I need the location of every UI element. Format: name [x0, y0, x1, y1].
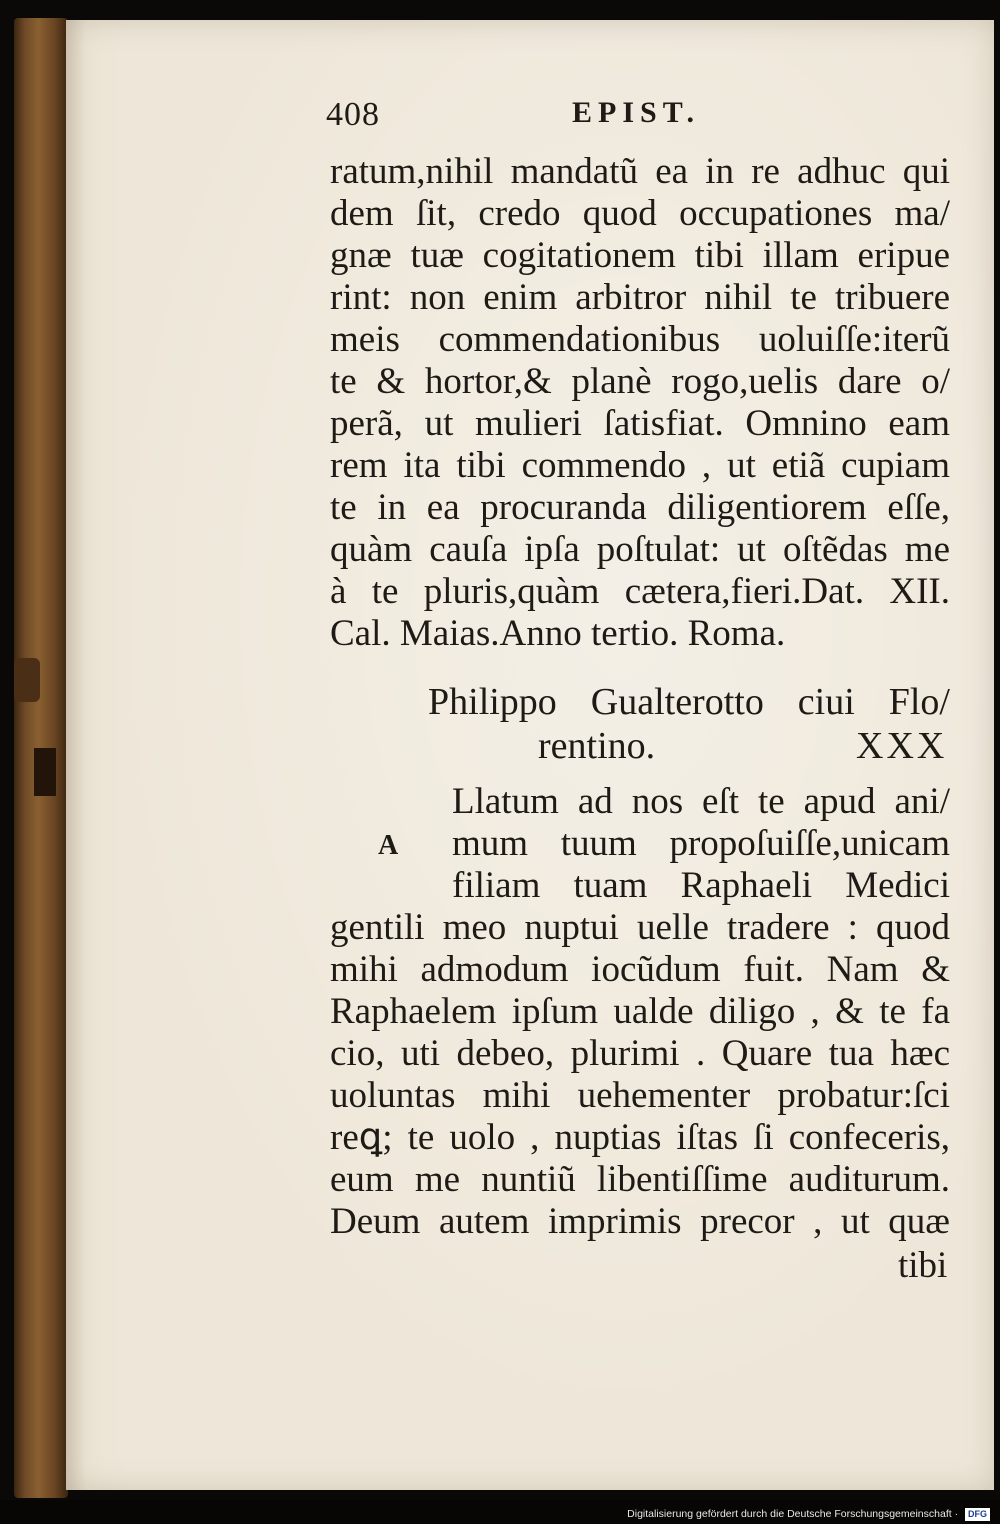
text-line: quàm cauſa ipſa poſtulat: ut oſtẽdas me: [330, 529, 950, 570]
funding-footer-text: Digitalisierung gefördert durch die Deutsche Forschungsgemeinschaft ·: [627, 1508, 959, 1520]
text-line: Cal. Maias.Anno tertio. Roma.: [330, 613, 786, 654]
letter-heading-line-2: rentino.: [538, 725, 656, 767]
text-line: gnæ tuæ cogitationem tibi illam eripue: [330, 235, 950, 276]
spine-band: [34, 748, 56, 796]
text-line: ratum,nihil mandatũ ea in re adhuc qui: [330, 151, 950, 192]
page-number: 408: [326, 96, 380, 133]
text-line: Deum autem imprimis precor , ut quæ: [330, 1201, 950, 1242]
text-line-indented: filiam tuam Raphaeli Medici: [452, 865, 950, 906]
text-line: eum me nuntiũ libentiſſime auditurum.: [330, 1159, 950, 1200]
running-title: EPIST.: [572, 96, 700, 129]
text-line: perã, ut mulieri ſatisfiat. Omnino eam: [330, 403, 950, 444]
catchword: tibi: [898, 1245, 948, 1286]
text-line: Raphaelem ipſum ualde diligo , & te fa: [330, 991, 950, 1032]
text-line: te & hortor,& planè rogo,uelis dare o/: [330, 361, 950, 402]
book-spine: [14, 18, 68, 1498]
funding-footer: [627, 1506, 990, 1522]
text-line: à te pluris,quàm cætera,fieri.Dat. XII.: [330, 571, 950, 612]
text-line: rint: non enim arbitror nihil te tribuere: [330, 277, 950, 318]
text-line: uoluntas mihi uehementer probatur:ſci: [330, 1075, 950, 1116]
text-line-indented: mum tuum propoſuiſſe,unicam: [452, 823, 950, 864]
text-line: rem ita tibi commendo , ut etiã cupiam: [330, 445, 950, 486]
letter-heading-line-1: Philippo Gualterotto ciui Flo/: [428, 681, 950, 723]
running-head: [326, 96, 746, 140]
dfg-logo: DFG: [965, 1508, 990, 1521]
text-line: dem ſit, credo quod occupationes ma/: [330, 193, 950, 234]
text-line: reꝗ; te uolo , nuptias iſtas ſi confeceris,: [330, 1117, 950, 1158]
letter-number: XXX: [856, 725, 948, 767]
text-line: meis commendationibus uoluiſſe:iterũ: [330, 319, 950, 360]
text-line: mihi admodum iocũdum fuit. Nam &: [330, 949, 950, 990]
marginal-note: A: [378, 830, 399, 861]
text-line: gentili meo nuptui uelle tradere : quod: [330, 907, 950, 948]
spine-clasp: [14, 658, 40, 702]
text-line: cio, uti debeo, plurimi . Quare tua hæc: [330, 1033, 950, 1074]
text-line-indented: Llatum ad nos eſt te apud ani/: [452, 781, 950, 822]
text-line: te in ea procuranda diligentiorem eſſe,: [330, 487, 950, 528]
